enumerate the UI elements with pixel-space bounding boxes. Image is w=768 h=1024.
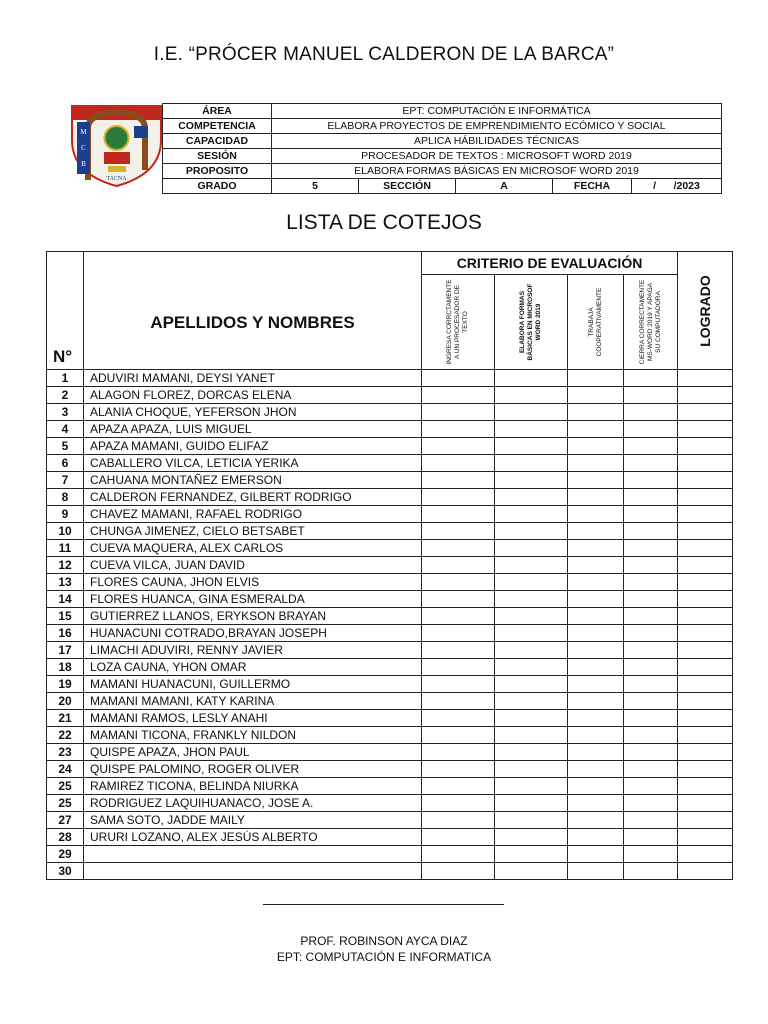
area-value: EPT: COMPUTACIÓN E INFORMÁTICA	[272, 104, 722, 119]
criterion-cell[interactable]	[568, 863, 624, 880]
logrado-cell[interactable]	[678, 659, 733, 676]
logo-letter-m: M	[80, 128, 87, 136]
table-row	[47, 846, 733, 863]
logrado-cell[interactable]	[678, 370, 733, 387]
criterion-cell[interactable]	[624, 727, 678, 744]
number-header: N°	[47, 252, 84, 370]
criterion-cell[interactable]	[624, 693, 678, 710]
criterion-cell[interactable]	[422, 625, 495, 642]
criterion-cell[interactable]	[495, 523, 568, 540]
criterion-cell[interactable]	[422, 421, 495, 438]
criterion-cell[interactable]	[624, 625, 678, 642]
criterion-cell[interactable]	[495, 642, 568, 659]
criterion-cell[interactable]	[568, 523, 624, 540]
criterion-cell[interactable]	[495, 812, 568, 829]
criterion-cell[interactable]	[568, 642, 624, 659]
criterion-cell[interactable]	[495, 829, 568, 846]
criterion-cell[interactable]	[624, 472, 678, 489]
criterion-cell[interactable]	[568, 761, 624, 778]
criterion-cell[interactable]	[422, 795, 495, 812]
student-name: GUTIERREZ LLANOS, ERYKSON BRAYAN	[84, 608, 422, 625]
criterion-4	[624, 275, 678, 370]
table-row	[47, 778, 733, 795]
criterion-cell[interactable]	[568, 540, 624, 557]
area-label: ÁREA	[163, 104, 272, 119]
logrado-header	[678, 252, 733, 370]
row-number: 28	[47, 829, 84, 846]
criterion-cell[interactable]	[624, 489, 678, 506]
table-row	[47, 642, 733, 659]
table-row	[47, 523, 733, 540]
criterion-cell[interactable]	[624, 744, 678, 761]
criterion-cell[interactable]	[495, 863, 568, 880]
criterion-cell[interactable]	[495, 659, 568, 676]
logrado-cell[interactable]	[678, 455, 733, 472]
row-number: 12	[47, 557, 84, 574]
logrado-cell[interactable]	[678, 642, 733, 659]
row-number: 18	[47, 659, 84, 676]
grado-value: 5	[272, 179, 359, 194]
criterion-cell[interactable]	[495, 625, 568, 642]
info-table	[162, 103, 722, 194]
table-row	[47, 557, 733, 574]
table-row	[47, 506, 733, 523]
logrado-cell[interactable]	[678, 676, 733, 693]
logrado-cell[interactable]	[678, 540, 733, 557]
student-name: CUEVA MAQUERA, ALEX CARLOS	[84, 540, 422, 557]
row-number: 20	[47, 693, 84, 710]
capacidad-value: APLICA HÁBILIDADES TÉCNICAS	[272, 134, 722, 149]
criterion-cell[interactable]	[495, 710, 568, 727]
criterion-cell[interactable]	[422, 829, 495, 846]
row-number: 25	[47, 795, 84, 812]
criterion-cell[interactable]	[495, 421, 568, 438]
student-name: URURI LOZANO, ALEX JESÚS ALBERTO	[84, 829, 422, 846]
row-number: 1	[47, 370, 84, 387]
criterion-cell[interactable]	[495, 574, 568, 591]
logrado-cell[interactable]	[678, 608, 733, 625]
criterion-4-label: CIERRA CORRECTAMENTE MS-WORD 2019 Y APAGA SU COMPUTADORA	[638, 279, 662, 365]
document-title: I.E. “PRÓCER MANUEL CALDERON DE LA BARCA”	[153, 44, 615, 65]
criterion-cell[interactable]	[422, 863, 495, 880]
table-row	[47, 574, 733, 591]
criterion-cell[interactable]	[422, 438, 495, 455]
criterion-cell[interactable]	[624, 710, 678, 727]
criterion-cell[interactable]	[495, 557, 568, 574]
criterion-cell[interactable]	[495, 608, 568, 625]
student-name: QUISPE PALOMINO, ROGER OLIVER	[84, 761, 422, 778]
logrado-cell[interactable]	[678, 846, 733, 863]
table-row	[47, 625, 733, 642]
row-number: 2	[47, 387, 84, 404]
criterion-cell[interactable]	[495, 387, 568, 404]
student-name: CABALLERO VILCA, LETICIA YERIKA	[84, 455, 422, 472]
row-number: 10	[47, 523, 84, 540]
row-number: 11	[47, 540, 84, 557]
competencia-label: COMPETENCIA	[163, 119, 272, 134]
row-number: 13	[47, 574, 84, 591]
student-name: MAMANI TICONA, FRANKLY NILDON	[84, 727, 422, 744]
criterion-cell[interactable]	[422, 710, 495, 727]
criterion-cell[interactable]	[422, 557, 495, 574]
checklist-table	[46, 251, 733, 880]
criterion-cell[interactable]	[624, 591, 678, 608]
criterion-cell[interactable]	[568, 625, 624, 642]
student-name: HUANACUNI COTRADO,BRAYAN JOSEPH	[84, 625, 422, 642]
student-name: LIMACHI ADUVIRI, RENNY JAVIER	[84, 642, 422, 659]
logrado-cell[interactable]	[678, 489, 733, 506]
criterion-cell[interactable]	[495, 455, 568, 472]
criterion-cell[interactable]	[568, 421, 624, 438]
student-name: CALDERON FERNANDEZ, GILBERT RODRIGO	[84, 489, 422, 506]
logrado-cell[interactable]	[678, 727, 733, 744]
criterion-cell[interactable]	[422, 642, 495, 659]
student-name: RAMIREZ TICONA, BELINDA NIURKA	[84, 778, 422, 795]
logrado-label: LOGRADO	[697, 274, 713, 347]
student-name: APAZA MAMANI, GUIDO ELIFAZ	[84, 438, 422, 455]
row-number: 30	[47, 863, 84, 880]
table-row	[47, 370, 733, 387]
criterion-cell[interactable]	[495, 591, 568, 608]
row-number: 22	[47, 727, 84, 744]
student-name: CHAVEZ MAMANI, RAFAEL RODRIGO	[84, 506, 422, 523]
criterion-2-label: ELABORA FORMAS BÁSICAS EN MICROSOF WORD 2019	[519, 283, 542, 361]
criterion-cell[interactable]	[495, 540, 568, 557]
criterion-cell[interactable]	[422, 608, 495, 625]
logrado-cell[interactable]	[678, 421, 733, 438]
criterion-cell[interactable]	[495, 761, 568, 778]
table-row	[47, 421, 733, 438]
logo-bottom-text: TACNA	[106, 176, 127, 182]
table-row	[47, 472, 733, 489]
criterion-cell[interactable]	[624, 387, 678, 404]
table-row	[47, 829, 733, 846]
row-number: 29	[47, 846, 84, 863]
logrado-cell[interactable]	[678, 472, 733, 489]
logrado-cell[interactable]	[678, 625, 733, 642]
criterion-cell[interactable]	[495, 506, 568, 523]
logrado-cell[interactable]	[678, 387, 733, 404]
criterion-cell[interactable]	[568, 778, 624, 795]
row-number: 3	[47, 404, 84, 421]
competencia-value: ELABORA PROYECTOS DE EMPRENDIMIENTO ECÓMICO Y SOCIAL	[272, 119, 722, 134]
info-row-proposito	[163, 164, 722, 179]
criterion-cell[interactable]	[568, 846, 624, 863]
table-row	[47, 455, 733, 472]
criterion-cell[interactable]	[422, 387, 495, 404]
logrado-cell[interactable]	[678, 778, 733, 795]
row-number: 17	[47, 642, 84, 659]
info-row-capacidad	[163, 134, 722, 149]
table-row	[47, 863, 733, 880]
criterion-cell[interactable]	[422, 659, 495, 676]
sesion-value: PROCESADOR DE TEXTOS : MICROSOFT WORD 2019	[272, 149, 722, 164]
criterion-cell[interactable]	[568, 727, 624, 744]
criterion-cell[interactable]	[568, 370, 624, 387]
criterion-cell[interactable]	[422, 846, 495, 863]
student-name: ALAGON FLOREZ, DORCAS ELENA	[84, 387, 422, 404]
row-number: 21	[47, 710, 84, 727]
criterion-cell[interactable]	[422, 523, 495, 540]
criterion-cell[interactable]	[624, 455, 678, 472]
row-number: 25	[47, 778, 84, 795]
criterion-cell[interactable]	[495, 744, 568, 761]
logrado-cell[interactable]	[678, 863, 733, 880]
row-number: 16	[47, 625, 84, 642]
student-name: FLORES HUANCA, GINA ESMERALDA	[84, 591, 422, 608]
criterion-cell[interactable]	[422, 591, 495, 608]
proposito-label: PROPOSITO	[163, 164, 272, 179]
seccion-label: SECCIÓN	[359, 179, 456, 194]
criterion-cell[interactable]	[568, 404, 624, 421]
criterion-cell[interactable]	[495, 404, 568, 421]
criterion-3-label: TRABAJA COOPERATIVAMENTE	[587, 287, 603, 357]
table-row	[47, 744, 733, 761]
logrado-cell[interactable]	[678, 812, 733, 829]
school-logo	[68, 100, 165, 188]
logrado-cell[interactable]	[678, 795, 733, 812]
criterion-cell[interactable]	[422, 540, 495, 557]
criterion-cell[interactable]	[568, 659, 624, 676]
criterion-cell[interactable]	[568, 608, 624, 625]
criterion-cell[interactable]	[624, 659, 678, 676]
logrado-cell[interactable]	[678, 591, 733, 608]
criterion-cell[interactable]	[422, 812, 495, 829]
row-number: 9	[47, 506, 84, 523]
logo-letter-b: B	[81, 160, 86, 168]
student-name	[84, 863, 422, 880]
table-row	[47, 489, 733, 506]
student-name: APAZA APAZA, LUIS MIGUEL	[84, 421, 422, 438]
criterion-cell[interactable]	[422, 676, 495, 693]
table-row	[47, 676, 733, 693]
logrado-cell[interactable]	[678, 829, 733, 846]
criterion-cell[interactable]	[624, 608, 678, 625]
criterion-3	[568, 275, 624, 370]
logrado-cell[interactable]	[678, 506, 733, 523]
logrado-cell[interactable]	[678, 574, 733, 591]
criterion-cell[interactable]	[422, 727, 495, 744]
student-name: MAMANI HUANACUNI, GUILLERMO	[84, 676, 422, 693]
info-row-competencia	[163, 119, 722, 134]
student-name: CUEVA VILCA, JUAN DAVID	[84, 557, 422, 574]
student-name: LOZA CAUNA, YHON OMAR	[84, 659, 422, 676]
table-row	[47, 591, 733, 608]
criterion-cell[interactable]	[624, 574, 678, 591]
student-name	[84, 846, 422, 863]
fecha-value	[632, 179, 722, 194]
student-name: FLORES CAUNA, JHON ELVIS	[84, 574, 422, 591]
criterion-cell[interactable]	[422, 506, 495, 523]
criterion-cell[interactable]	[568, 710, 624, 727]
fecha-label: FECHA	[553, 179, 632, 194]
table-row	[47, 795, 733, 812]
criterion-cell[interactable]	[422, 744, 495, 761]
table-row	[47, 608, 733, 625]
logrado-cell[interactable]	[678, 710, 733, 727]
criterion-cell[interactable]	[624, 523, 678, 540]
capacidad-label: CAPACIDAD	[163, 134, 272, 149]
proposito-value: ELABORA FORMAS BÁSICAS EN MICROSOF WORD 2019	[272, 164, 722, 179]
criterion-cell[interactable]	[624, 642, 678, 659]
grado-label: GRADO	[163, 179, 272, 194]
row-number: 19	[47, 676, 84, 693]
student-name: CHUNGA JIMENEZ, CIELO BETSABET	[84, 523, 422, 540]
criterion-cell[interactable]	[495, 727, 568, 744]
list-title: LISTA DE COTEJOS	[286, 211, 482, 234]
criteria-header: CRITERIO DE EVALUACIÓN	[422, 252, 678, 275]
criterion-cell[interactable]	[495, 795, 568, 812]
student-name: QUISPE APAZA, JHON PAUL	[84, 744, 422, 761]
criterion-cell[interactable]	[568, 387, 624, 404]
criterion-cell[interactable]	[495, 370, 568, 387]
logrado-cell[interactable]	[678, 523, 733, 540]
row-number: 4	[47, 421, 84, 438]
criterion-cell[interactable]	[422, 693, 495, 710]
criterion-cell[interactable]	[624, 829, 678, 846]
info-row-grado	[163, 179, 722, 194]
table-row	[47, 761, 733, 778]
criterion-cell[interactable]	[624, 778, 678, 795]
criterion-cell[interactable]	[624, 540, 678, 557]
criterion-cell[interactable]	[624, 846, 678, 863]
logrado-cell[interactable]	[678, 438, 733, 455]
student-name: SAMA SOTO, JADDE MAILY	[84, 812, 422, 829]
criterion-cell[interactable]	[422, 455, 495, 472]
criterion-cell[interactable]	[422, 472, 495, 489]
fecha-value-day: /	[653, 180, 657, 192]
criterion-cell[interactable]	[422, 404, 495, 421]
table-row	[47, 659, 733, 676]
criterion-cell[interactable]	[422, 370, 495, 387]
criterion-cell[interactable]	[624, 404, 678, 421]
table-row	[47, 540, 733, 557]
criterion-cell[interactable]	[624, 506, 678, 523]
name-header: APELLIDOS Y NOMBRES	[84, 252, 422, 370]
criterion-cell[interactable]	[568, 676, 624, 693]
criterion-cell[interactable]	[624, 370, 678, 387]
info-row-sesion	[163, 149, 722, 164]
student-name: RODRIGUEZ LAQUIHUANACO, JOSE A.	[84, 795, 422, 812]
row-number: 15	[47, 608, 84, 625]
student-name: CAHUANA MONTAÑEZ EMERSON	[84, 472, 422, 489]
student-name: ALANIA CHOQUE, YEFERSON JHON	[84, 404, 422, 421]
row-number: 23	[47, 744, 84, 761]
student-rows	[47, 370, 733, 880]
criterion-cell[interactable]	[568, 574, 624, 591]
student-name: MAMANI MAMANI, KATY KARINA	[84, 693, 422, 710]
criterion-cell[interactable]	[422, 489, 495, 506]
criterion-cell[interactable]	[495, 438, 568, 455]
row-number: 7	[47, 472, 84, 489]
table-row	[47, 438, 733, 455]
criterion-cell[interactable]	[568, 557, 624, 574]
table-row	[47, 387, 733, 404]
criterion-cell[interactable]	[624, 863, 678, 880]
table-row	[47, 693, 733, 710]
criterion-1	[422, 275, 495, 370]
row-number: 5	[47, 438, 84, 455]
criterion-cell[interactable]	[624, 761, 678, 778]
criterion-cell[interactable]	[568, 455, 624, 472]
row-number: 8	[47, 489, 84, 506]
logrado-cell[interactable]	[678, 404, 733, 421]
criterion-cell[interactable]	[568, 829, 624, 846]
table-row	[47, 727, 733, 744]
criterion-cell[interactable]	[568, 472, 624, 489]
criterion-cell[interactable]	[422, 574, 495, 591]
seccion-value: A	[456, 179, 553, 194]
criterion-cell[interactable]	[624, 812, 678, 829]
logrado-cell[interactable]	[678, 693, 733, 710]
row-number: 6	[47, 455, 84, 472]
criterion-1-label: INGRESA CORRCTAMENTE A UN PROCESADOR DE TEXTO	[446, 279, 469, 365]
row-number: 14	[47, 591, 84, 608]
criterion-cell[interactable]	[568, 795, 624, 812]
criterion-cell[interactable]	[624, 676, 678, 693]
criterion-cell[interactable]	[568, 812, 624, 829]
criterion-cell[interactable]	[568, 489, 624, 506]
sesion-label: SESIÓN	[163, 149, 272, 164]
signature-name: PROF. ROBINSON AYCA DIAZ	[300, 934, 468, 948]
criterion-cell[interactable]	[624, 438, 678, 455]
row-number: 27	[47, 812, 84, 829]
criterion-cell[interactable]	[568, 591, 624, 608]
criterion-cell[interactable]	[422, 761, 495, 778]
criterion-cell[interactable]	[568, 506, 624, 523]
criterion-cell[interactable]	[495, 489, 568, 506]
table-row	[47, 812, 733, 829]
signature-role: EPT: COMPUTACIÓN E INFORMATICA	[276, 950, 492, 964]
criterion-cell[interactable]	[568, 438, 624, 455]
criterion-cell[interactable]	[495, 778, 568, 795]
fecha-value-year: /2023	[673, 180, 700, 192]
criterion-cell[interactable]	[624, 421, 678, 438]
logrado-cell[interactable]	[678, 761, 733, 778]
logrado-cell[interactable]	[678, 557, 733, 574]
criterion-cell[interactable]	[422, 778, 495, 795]
criterion-2	[495, 275, 568, 370]
signature-line	[263, 904, 504, 905]
logo-letter-c: C	[81, 144, 86, 152]
criterion-cell[interactable]	[568, 744, 624, 761]
table-row	[47, 404, 733, 421]
criterion-cell[interactable]	[624, 557, 678, 574]
criterion-cell[interactable]	[495, 693, 568, 710]
info-row-area	[163, 104, 722, 119]
criterion-cell[interactable]	[495, 846, 568, 863]
student-name: MAMANI RAMOS, LESLY ANAHI	[84, 710, 422, 727]
table-header-row	[47, 252, 733, 275]
student-name: ADUVIRI MAMANI, DEYSI YANET	[84, 370, 422, 387]
criterion-cell[interactable]	[568, 693, 624, 710]
criterion-cell[interactable]	[495, 472, 568, 489]
criterion-cell[interactable]	[495, 676, 568, 693]
logrado-cell[interactable]	[678, 744, 733, 761]
row-number: 24	[47, 761, 84, 778]
criterion-cell[interactable]	[624, 795, 678, 812]
table-row	[47, 710, 733, 727]
